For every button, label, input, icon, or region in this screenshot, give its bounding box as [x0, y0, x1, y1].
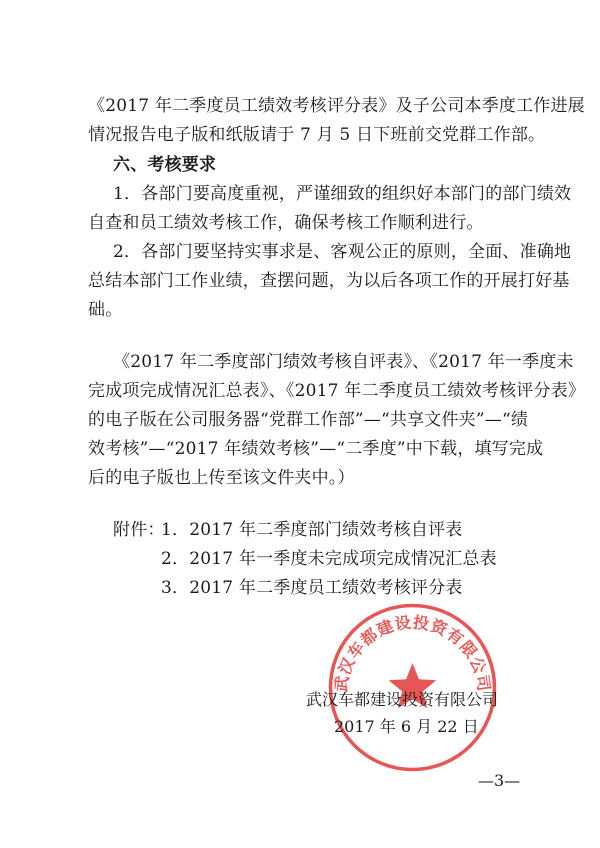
page-number: —3— [478, 771, 521, 790]
attachment-item: 3．2017 年二季度员工绩效考核评分表 [161, 578, 463, 598]
paragraph-line: 《2017 年二季度员工绩效考核评分表》及子公司本季度工作进展 [88, 96, 585, 116]
list-item-line: 础。 [88, 300, 123, 320]
signature-date: 2017 年 6 月 22 日 [334, 717, 479, 736]
note-line: 的电子版在公司服务器“党群工作部”—“共享文件夹”—“绩 [88, 410, 529, 430]
company-seal-icon [325, 600, 500, 775]
attachment-item: 2．2017 年一季度未完成项完成情况汇总表 [161, 549, 497, 569]
note-line: 后的电子版也上传至该文件夹中。） [88, 468, 355, 488]
note-line: 效考核”—“2017 年绩效考核”—“二季度”中下载，填写完成 [88, 439, 544, 459]
note-line: 完成项完成情况汇总表》、《2017 年二季度员工绩效考核评分表》 [88, 381, 586, 401]
section-heading: 六、考核要求 [113, 155, 217, 175]
list-item-line: 自查和员工绩效考核工作，确保考核工作顺利进行。 [88, 213, 484, 233]
note-line: 《2017 年二季度部门绩效考核自评表》、《2017 年一季度未 [113, 352, 574, 372]
attachment-item: 1．2017 年二季度部门绩效考核自评表 [161, 520, 463, 540]
paragraph-line: 情况报告电子版和纸版请于 7 月 5 日下班前交党群工作部。 [88, 125, 546, 145]
seal-text: 武汉车都建设投资有限公司 [331, 612, 494, 694]
list-item-line: 1．各部门要高度重视，严谨细致的组织好本部门的部门绩效 [113, 184, 572, 204]
attachments-label: 附件： [113, 520, 165, 540]
list-item-line: 总结本部门工作业绩，查摆问题，为以后各项工作的开展打好基 [88, 271, 570, 291]
list-item-line: 2．各部门要坚持实事求是、客观公正的原则，全面、准确地 [113, 242, 572, 262]
signature-company: 武汉车都建设投资有限公司 [306, 690, 499, 709]
